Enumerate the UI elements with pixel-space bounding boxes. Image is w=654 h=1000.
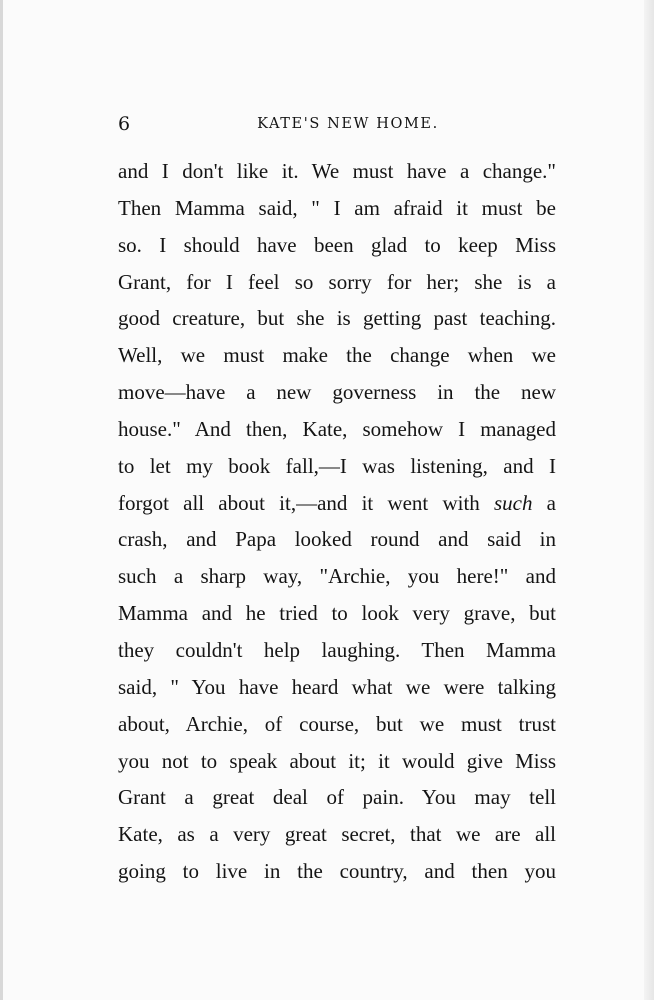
text-line: they couldn't help laughing. Then Mamma xyxy=(118,637,556,662)
text-before-italic: forgot all about it,—and it went with xyxy=(118,490,494,515)
text-line: such a sharp way, "Archie, you here!" and xyxy=(118,564,556,589)
text-line: so. I should have been glad to keep Miss xyxy=(118,232,556,257)
body-text xyxy=(118,153,556,890)
text-line: Then Mamma said, " I am afraid it must be xyxy=(118,195,556,220)
text-line: and I don't like it. We must have a change." xyxy=(118,159,556,183)
page-number: 6 xyxy=(118,113,131,135)
page-edge-left xyxy=(0,0,3,1000)
page-edge-right xyxy=(644,0,654,1000)
text-line: about, Archie, of course, but we must trust xyxy=(118,711,556,736)
text-line: Mamma and he tried to look very grave, but xyxy=(118,601,556,626)
text-line: Well, we must make the change when we xyxy=(118,343,556,368)
running-title: KATE'S NEW HOME. xyxy=(257,116,439,132)
text-line: to let my book fall,—I was listening, and I xyxy=(118,453,556,478)
text-line: move—have a new governess in the new xyxy=(118,380,556,405)
text-after-italic: a xyxy=(532,490,556,515)
text-line-with-italic xyxy=(118,485,556,522)
text-line: you not to speak about it; it would give Miss xyxy=(118,748,556,773)
italic-word: such xyxy=(493,490,533,515)
text-line: good creature, but she is getting past teaching. xyxy=(118,306,556,331)
text-line: house." And then, Kate, somehow I managed xyxy=(118,416,556,441)
text-line: Kate, as a very great secret, that we are all xyxy=(118,822,556,847)
running-head xyxy=(118,109,556,139)
text-line: crash, and Papa looked round and said in xyxy=(118,527,556,552)
text-line: going to live in the country, and then you xyxy=(118,859,556,884)
text-line: Grant a great deal of pain. You may tell xyxy=(118,785,556,810)
text-line: Grant, for I feel so sorry for her; she is a xyxy=(118,269,556,294)
text-line: said, " You have heard what we were talking xyxy=(118,674,556,699)
